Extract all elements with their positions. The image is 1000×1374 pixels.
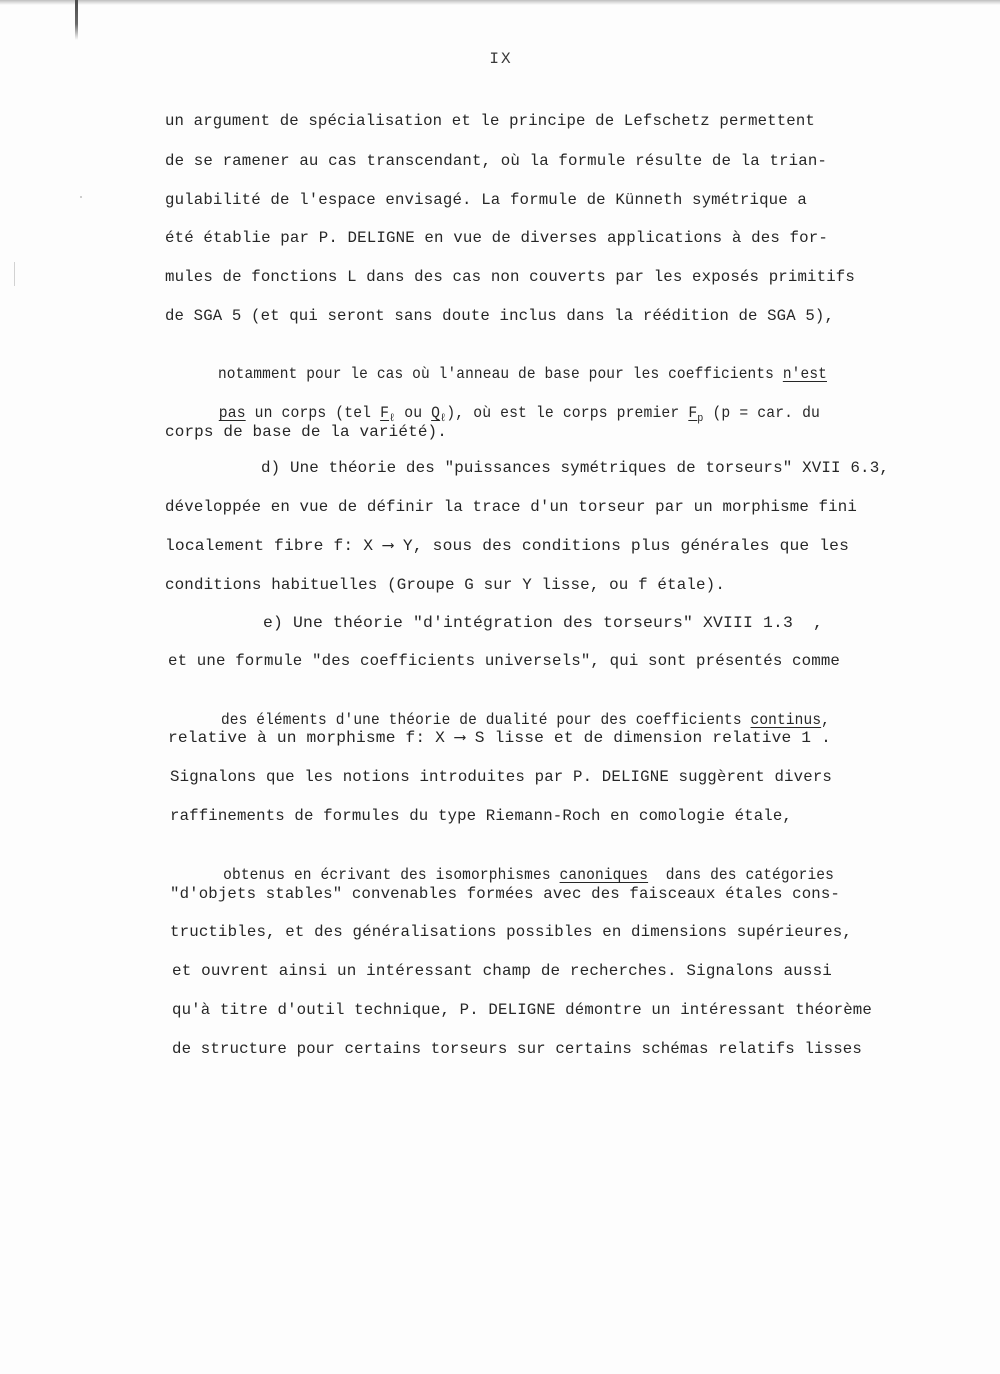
text-line: été établie par P. DELIGNE en vue de diverses applications à des for-: [165, 229, 828, 247]
field-symbol: F: [688, 404, 698, 422]
underlined-term: canoniques: [559, 866, 649, 884]
text-line: e) Une théorie "d'intégration des torseurs" XVIII 1.3 ,: [263, 614, 824, 632]
text-line: qu'à titre d'outil technique, P. DELIGNE démontre un intéressant théorème: [172, 1001, 872, 1019]
underlined-term: pas: [218, 404, 246, 422]
text-line: gulabilité de l'espace envisagé. La formule de Künneth symétrique a: [165, 191, 807, 209]
text-line: "d'objets stables" convenables formées avec des faisceaux étales cons-: [170, 885, 840, 903]
text-line: conditions habituelles (Groupe G sur Y lisse, ou f étale).: [165, 576, 725, 594]
text-line: d) Une théorie des "puissances symétriques de torseurs" XVII 6.3,: [261, 459, 890, 477]
text-line: et une formule "des coefficients universels", qui sont présentés comme: [168, 652, 841, 670]
text-line: développée en vue de définir la trace d'un torseur par un morphisme fini: [165, 498, 858, 516]
text-line: de se ramener au cas transcendant, où la formule résulte de la trian-: [165, 152, 828, 170]
text-segment: notamment pour le cas où l'anneau de base pour les coefficients: [217, 365, 783, 383]
text-line: de structure pour certains torseurs sur certains schémas relatifs lisses: [172, 1040, 862, 1058]
text-segment: des éléments d'une théorie de dualité pour des coefficients: [220, 711, 751, 729]
text-line: raffinements de formules du type Riemann-Roch en comologie étale,: [170, 807, 793, 825]
text-segment: ,: [821, 711, 830, 729]
scan-speck: [80, 196, 82, 198]
field-symbol: F: [380, 404, 390, 422]
text-line: un argument de spécialisation et le principe de Lefschetz permettent: [165, 112, 815, 130]
text-line: Signalons que les notions introduites par P. DELIGNE suggèrent divers: [170, 768, 833, 786]
text-segment: obtenus en écrivant des isomorphismes: [223, 866, 560, 884]
underlined-term: n'est: [782, 365, 827, 383]
text-segment: (p = car. du: [703, 404, 821, 422]
text-segment: dans des catégories: [648, 866, 835, 884]
subscript: ℓ: [389, 413, 396, 425]
text-line: tructibles, et des généralisations possibles en dimensions supérieures,: [170, 923, 852, 941]
scan-top-edge: [0, 0, 1000, 5]
field-symbol: Q: [431, 404, 441, 422]
scan-margin-mark: [14, 262, 15, 286]
text-segment: un corps (tel: [245, 404, 381, 422]
text-line: corps de base de la variété).: [165, 423, 448, 441]
text-line: mules de fonctions L dans des cas non couverts par les exposés primitifs: [165, 268, 855, 286]
text-segment: ou: [395, 404, 432, 422]
text-segment: ), où est le corps premier: [446, 404, 689, 422]
text-line: de SGA 5 (et qui seront sans doute inclus dans la réédition de SGA 5),: [165, 307, 835, 325]
text-line: et ouvrent ainsi un intéressant champ de recherches. Signalons aussi: [172, 962, 832, 980]
subscript: p: [697, 413, 704, 425]
underlined-term: continus: [750, 711, 822, 729]
text-line: relative à un morphisme f: X ⟶ S lisse et de dimension relative 1 .: [168, 729, 831, 747]
subscript: ℓ: [440, 413, 447, 425]
scan-left-mark: [75, 0, 78, 40]
text-line: localement fibre f: X ⟶ Y, sous des conditions plus générales que les: [165, 537, 849, 555]
page-number: IX: [489, 50, 513, 68]
